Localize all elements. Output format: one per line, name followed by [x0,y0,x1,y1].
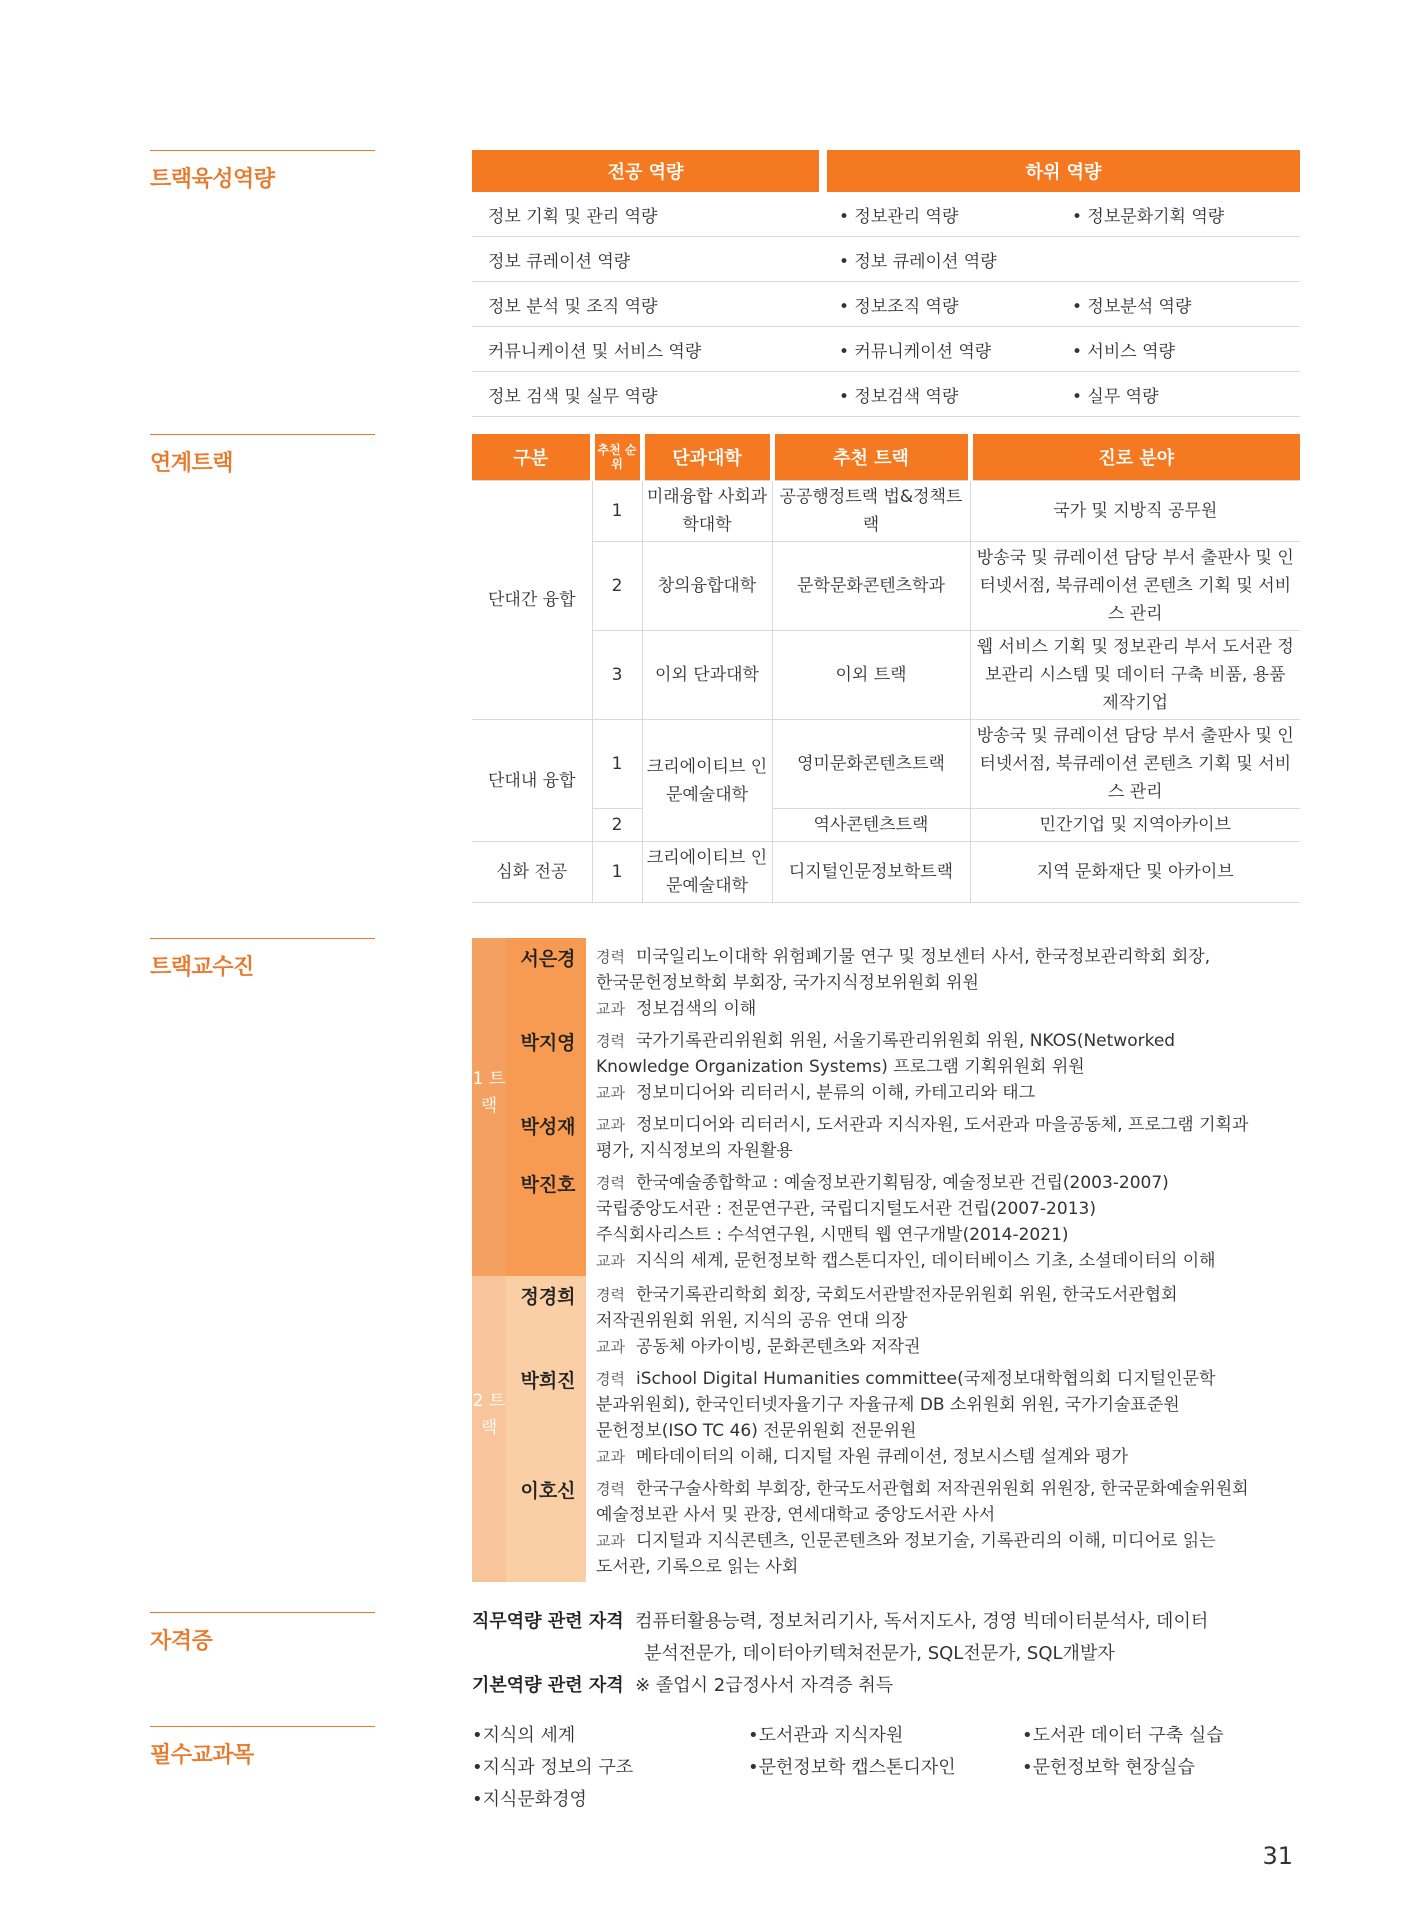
faculty-career: 경력 국가기록관리위원회 위원, 서울기록관리위원회 위원, NKOS(Networked [596,1031,1176,1051]
section-divider [150,434,375,435]
track2-label: 2 트 랙 [472,1391,506,1438]
header-recommended-track: 추천 트랙 [772,434,970,481]
section-divider [150,150,375,151]
track-cell: 공공행정트랙 법&정책트랙 [772,481,970,542]
course-item: •도서관과 지식자원 [748,1725,904,1746]
faculty-career: 분과위원회), 한국인터넷자율기구 자율규제 DB 소위원회 위원, 국가기술표준원 [596,1395,1180,1415]
header-sub-competency: 하위 역량 [827,150,1300,192]
table-row [472,809,1300,842]
table-row [472,842,1300,903]
course-item: •지식과 정보의 구조 [472,1757,634,1778]
sub-competency [1060,237,1300,282]
job-certificates [472,1606,1208,1638]
faculty-name: 박진호 [520,1174,576,1196]
rank-cell: 2 [592,809,642,842]
table-row [472,237,1300,282]
faculty-courses: 교과 메타데이터의 이해, 디지털 자원 큐레이션, 정보시스템 설계와 평가 [596,1447,1129,1467]
track-cell: 문학문화콘텐츠학과 [772,542,970,631]
faculty-name: 박성재 [520,1116,576,1138]
sub-competency: • 정보검색 역량 [827,372,1060,417]
basic-certificates-label: 기본역량 관련 자격 [472,1675,624,1696]
faculty-career: 경력 한국구술사학회 부회장, 한국도서관협회 저작권위원회 위원장, 한국문화예술위원회 [596,1479,1249,1499]
faculty-courses: 교과 디지털과 지식콘텐츠, 인문콘텐츠와 정보기술, 기록관리의 이해, 미디어로 읽는 [596,1531,1216,1551]
career-cell: 국가 및 지방직 공무원 [970,481,1300,542]
major-competency: 정보 분석 및 조직 역량 [472,282,819,327]
sub-competency: • 서비스 역량 [1060,327,1300,372]
table-row [472,720,1300,809]
table-row [472,631,1300,720]
section-title-required-courses: 필수교과목 [150,1743,254,1768]
sub-competency: • 정보 큐레이션 역량 [827,237,1060,282]
faculty-career: 경력 한국기록관리학회 회장, 국회도서관발전자문위원회 위원, 한국도서관협회 [596,1285,1178,1305]
course-item: •도서관 데이터 구축 실습 [1022,1725,1224,1746]
major-competency: 정보 검색 및 실무 역량 [472,372,819,417]
course-item: •문헌정보학 캡스톤디자인 [748,1757,956,1778]
track1-name-column [506,938,586,1276]
sub-competency: • 정보조직 역량 [827,282,1060,327]
college-cell: 미래융합 사회과학대학 [642,481,772,542]
header-college: 단과대학 [642,434,772,481]
sub-competency: • 실무 역량 [1060,372,1300,417]
career-cell: 방송국 및 큐레이션 담당 부서 출판사 및 인터넷서점, 북큐레이션 콘텐츠 기획 및 서비스 관리 [970,542,1300,631]
faculty-career: 문헌정보(ISO TC 46) 전문위원회 전문위원 [596,1421,917,1441]
section-title-faculty: 트랙교수진 [150,955,254,980]
header-category: 구분 [472,434,592,481]
faculty-career: 경력 미국일리노이대학 위험폐기물 연구 및 정보센터 사서, 한국정보관리학회 회장, [596,947,1211,967]
section-divider [150,1726,375,1727]
track-cell: 이외 트랙 [772,631,970,720]
faculty-career: 한국문헌정보학회 부회장, 국가지식정보위원회 위원 [596,973,979,993]
faculty-career: 저작권위원회 위원, 지식의 공유 연대 의장 [596,1311,908,1331]
faculty-career: 국립중앙도서관 : 전문연구관, 국립디지털도서관 건립(2007-2013) [596,1199,1096,1219]
header-career-field: 진로 분야 [970,434,1300,481]
major-competency: 정보 기획 및 관리 역량 [472,192,819,237]
faculty-name: 이호신 [520,1480,576,1502]
faculty-career: 경력 iSchool Digital Humanities committee(국제정보대학협의회 디지털인문학 [596,1369,1216,1389]
rank-cell: 3 [592,631,642,720]
faculty-name: 서은경 [520,948,576,970]
linked-track-table [472,434,1300,903]
track-cell: 영미문화콘텐츠트랙 [772,720,970,809]
career-cell: 웹 서비스 기획 및 정보관리 부서 도서관 정보관리 시스템 및 데이터 구축 비품, 용품 제작기업 [970,631,1300,720]
faculty-courses: 도서관, 기록으로 읽는 사회 [596,1557,799,1577]
faculty-name: 정경희 [520,1286,576,1308]
rank-cell: 1 [592,720,642,809]
job-certificates-cont: 분석전문가, 데이터아키텍쳐전문가, SQL전문가, SQL개발자 [644,1643,1115,1664]
college-cell: 크리에이티브 인문예술대학 [642,842,772,903]
page-number: 31 [1262,1842,1293,1870]
basic-certificates [472,1670,893,1702]
sub-competency: • 커뮤니케이션 역량 [827,327,1060,372]
header-gap [819,150,827,192]
faculty-name: 박지영 [520,1032,576,1054]
college-cell: 창의융합대학 [642,542,772,631]
faculty-courses: 교과 정보검색의 이해 [596,999,757,1019]
sub-competency: • 정보분석 역량 [1060,282,1300,327]
course-item: •지식의 세계 [472,1725,576,1746]
faculty-name: 박희진 [520,1370,576,1392]
course-item: •문헌정보학 현장실습 [1022,1757,1195,1778]
track2-name-column [506,1276,586,1582]
table-row [472,481,1300,542]
header-rank: 추천 순위 [592,434,642,481]
rank-cell: 1 [592,842,642,903]
college-cell: 크리에이티브 인문예술대학 [642,720,772,842]
sub-competency: • 정보관리 역량 [827,192,1060,237]
major-competency: 커뮤니케이션 및 서비스 역량 [472,327,819,372]
table-row [472,192,1300,237]
job-certificates-value: 컴퓨터활용능력, 정보처리기사, 독서지도사, 경영 빅데이터분석사, 데이터 [635,1611,1209,1632]
course-item: •지식문화경영 [472,1789,587,1810]
section-title-track-competency: 트랙육성역량 [150,167,275,192]
basic-certificates-value: ※ 졸업시 2급정사서 자격증 취득 [635,1675,894,1696]
faculty-career: 주식회사리스트 : 수석연구원, 시맨틱 웹 연구개발(2014-2021) [596,1225,1069,1245]
faculty-career: 예술정보관 사서 및 관장, 연세대학교 중앙도서관 사서 [596,1505,996,1525]
competency-table [472,150,1300,417]
job-certificates-label: 직무역량 관련 자격 [472,1611,624,1632]
major-competency: 정보 큐레이션 역량 [472,237,819,282]
faculty-courses: 평가, 지식정보의 자원활용 [596,1141,793,1161]
group-label: 단대간 융합 [472,481,592,720]
group-label: 심화 전공 [472,842,592,903]
faculty-career: Knowledge Organization Systems) 프로그램 기획위원회 위원 [596,1057,1085,1077]
faculty-courses: 교과 정보미디어와 리터러시, 도서관과 지식자원, 도서관과 마을공동체, 프로그램 기획과 [596,1115,1249,1135]
section-divider [150,1612,375,1613]
faculty-career: 경력 한국예술종합학교 : 예술정보관기획팀장, 예술정보관 건립(2003-2007) [596,1173,1169,1193]
table-row [472,282,1300,327]
track-cell: 디지털인문정보학트랙 [772,842,970,903]
track1-label: 1 트 랙 [472,1069,506,1116]
table-row [472,542,1300,631]
faculty-courses: 교과 지식의 세계, 문헌정보학 캡스톤디자인, 데이터베이스 기초, 소셜데이터의 이해 [596,1251,1216,1271]
table-row [472,327,1300,372]
career-cell: 지역 문화재단 및 아카이브 [970,842,1300,903]
career-cell: 민간기업 및 지역아카이브 [970,809,1300,842]
rank-cell: 1 [592,481,642,542]
section-divider [150,938,375,939]
faculty-courses: 교과 공동체 아카이빙, 문화콘텐츠와 저작권 [596,1337,921,1357]
section-title-linked-track: 연계트랙 [150,451,234,476]
header-major-competency: 전공 역량 [472,150,819,192]
rank-cell: 2 [592,542,642,631]
college-cell: 이외 단과대학 [642,631,772,720]
faculty-courses: 교과 정보미디어와 리터러시, 분류의 이해, 카테고리와 태그 [596,1083,1036,1103]
career-cell: 방송국 및 큐레이션 담당 부서 출판사 및 인터넷서점, 북큐레이션 콘텐츠 기획 및 서비스 관리 [970,720,1300,809]
section-title-certificates: 자격증 [150,1629,213,1654]
table-row [472,372,1300,417]
group-label: 단대내 융합 [472,720,592,842]
sub-competency: • 정보문화기획 역량 [1060,192,1300,237]
track-cell: 역사콘텐츠트랙 [772,809,970,842]
